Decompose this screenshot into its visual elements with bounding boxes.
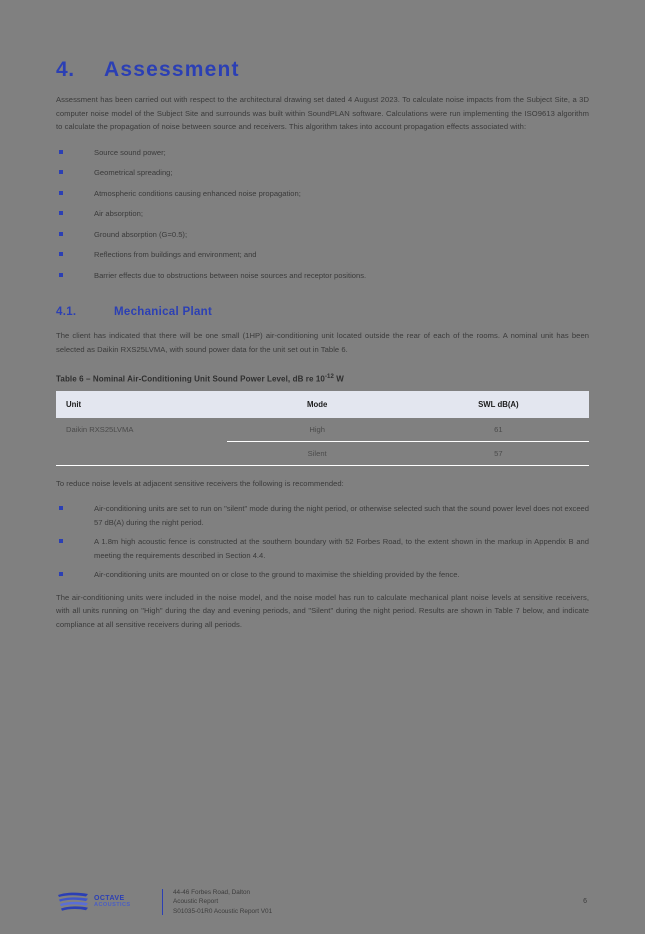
footer-reference-block	[173, 888, 583, 916]
footer-line-project: 44-46 Forbes Road, Dalton	[173, 888, 251, 896]
mechanical-intro-paragraph: The client has indicated that there will be one small (1HP) air-conditioning unit located outside the rear of each of the rooms. A nominal unit has been selected as Daikin RXS25LVMA, with sound power data for the unit set out in Table 6.	[56, 331, 589, 354]
footer-divider	[162, 889, 163, 915]
table-caption-exponent: -12	[324, 374, 334, 380]
octave-acoustics-logo	[56, 891, 156, 913]
logo-line-2: ACOUSTICS	[94, 901, 131, 908]
footer-line-docid: S01035-01R0 Acoustic Report V01	[173, 907, 273, 915]
column-header-swl: SWL dB(A)	[408, 391, 589, 418]
subsection-heading-mechanical-plant	[56, 306, 589, 318]
subsection-title: Mechanical Plant	[114, 306, 213, 318]
cell-swl: 57	[408, 441, 589, 465]
table-caption	[56, 374, 589, 384]
wave-lines-icon	[56, 891, 90, 913]
section-title: Assessment	[104, 58, 240, 81]
cell-unit	[56, 441, 227, 465]
column-header-unit: Unit	[56, 391, 227, 418]
list-item: Ground absorption (G=0.5);	[56, 228, 589, 242]
table-header-row	[56, 391, 589, 418]
page-title	[56, 58, 589, 82]
list-item: Air-conditioning units are mounted on or close to the ground to maximise the shielding provided by the fence.	[56, 568, 589, 582]
sound-power-table	[56, 391, 589, 466]
list-item: Geometrical spreading;	[56, 166, 589, 180]
cell-mode: High	[227, 418, 408, 442]
cell-unit: Daikin RXS25LVMA	[66, 424, 134, 434]
footer-line-doctype: Acoustic Report	[173, 898, 219, 906]
table-row	[56, 418, 589, 442]
page-number: 6	[583, 898, 587, 906]
list-item: Reflections from buildings and environment; and	[56, 248, 589, 262]
section-number: 4.	[56, 58, 75, 81]
table-row	[56, 441, 589, 465]
logo-line-1: OCTAVE	[94, 894, 125, 902]
column-header-mode: Mode	[227, 391, 408, 418]
recommendations-list	[56, 502, 589, 582]
logo-wordmark	[94, 895, 131, 909]
page-footer	[56, 888, 589, 916]
list-item: Air-conditioning units are set to run on "silent" mode during the night period, or otherwise selected such that the sound power level does not exceed 57 dB(A) during the night period.	[56, 502, 589, 529]
page-content	[56, 0, 589, 631]
list-item: Barrier effects due to obstructions between noise sources and receptor positions.	[56, 269, 589, 283]
list-item: Source sound power;	[56, 146, 589, 160]
recommendation-lead-in: To reduce noise levels at adjacent sensitive receivers the following is recommended:	[56, 478, 344, 488]
list-item: A 1.8m high acoustic fence is constructed at the southern boundary with 52 Forbes Road, to the extent shown in the markup in Appendix B and meeting the requirements described in Section 4.4.	[56, 535, 589, 562]
list-item: Air absorption;	[56, 207, 589, 221]
cell-mode: Silent	[227, 441, 408, 465]
table-header	[56, 391, 589, 418]
table-body	[56, 418, 589, 466]
table-caption-prefix: Table 6 – Nominal Air-Conditioning Unit Sound Power Level, dB re 10	[56, 374, 325, 384]
table-caption-suffix: W	[333, 374, 344, 384]
subsection-number: 4.1.	[56, 306, 77, 318]
intro-paragraph: Assessment has been carried out with respect to the architectural drawing set dated 4 August 2023. To calculate noise impacts from the Subject Site, a 3D computer noise model of the Subject Site and surrounds was built within SoundPLAN software. Calculations were run implementing the ISO9613 algorithm to calculate the propagation of noise between source and receivers. This algorithm takes into account propagation effects associated with:	[56, 95, 589, 131]
propagation-factors-list	[56, 146, 589, 283]
closing-paragraph: The air-conditioning units were included in the noise model, and the noise model has run to calculate mechanical plant noise levels at sensitive receivers, with all units running on "High" during the day and evening periods, and "Silent" during the night period. Results are shown in Table 7 below, and indicate compliance at all sensitive receivers during all periods.	[56, 592, 589, 629]
list-item: Atmospheric conditions causing enhanced noise propagation;	[56, 187, 589, 201]
cell-swl: 61	[408, 418, 589, 442]
